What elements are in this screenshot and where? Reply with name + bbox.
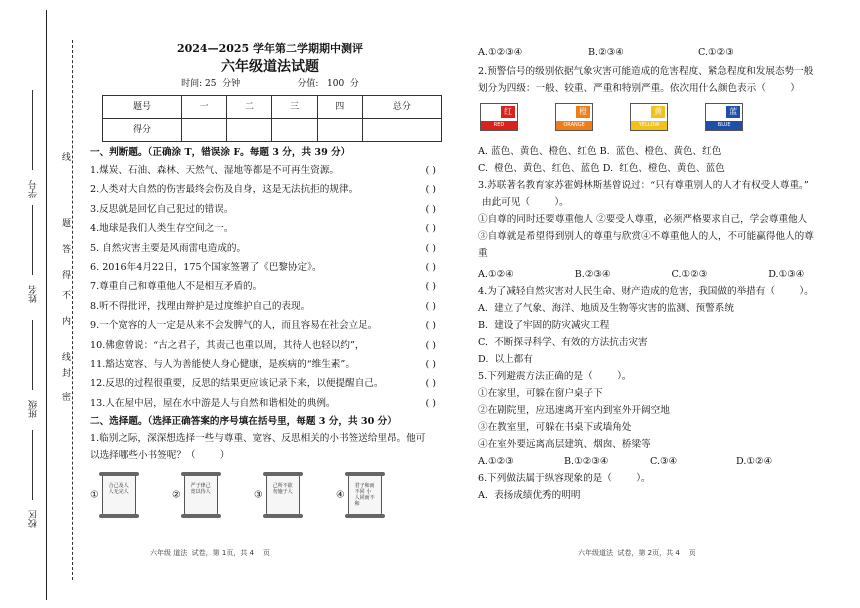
bookmark-scroll-icon: 君子和而不同 小人同而不和 <box>348 474 382 516</box>
judge-item: 9.一个宽容的人一定是从来不会发脾气的人，而且容易在社会立足。 ( ) <box>90 316 450 335</box>
exam-meta: 时间: 25 分钟 分值: 100 分 <box>181 79 359 89</box>
score-header-cell: 一 <box>182 96 227 119</box>
q3-line: ③自尊就是希望得到别人的尊重与欣赏④不尊重他人的人，不可能赢得他人的尊 <box>478 231 814 242</box>
score-cell[interactable] <box>227 119 272 142</box>
q3-line: 重 <box>478 248 488 259</box>
bookmark-number: ③ <box>254 489 263 501</box>
q4-line[interactable]: D. 以上都有 <box>478 354 533 365</box>
answer-paren[interactable]: ( ) <box>425 165 436 176</box>
bookmark-1 <box>90 474 172 516</box>
class-label: 班级 <box>29 400 39 418</box>
option[interactable]: C.①②③ <box>698 47 734 58</box>
option[interactable]: A.①②④ <box>478 269 514 280</box>
q1-line-2: 以选择哪些小书签呢？（ ） <box>90 450 230 462</box>
answer-paren[interactable]: ( ) <box>425 339 436 351</box>
q3-line: ①自尊的同时还要尊重他人 ②要受人尊重，必须严格要求自己，学会尊重他人 <box>478 214 808 225</box>
page-2 <box>478 44 838 504</box>
judge-list <box>90 161 450 413</box>
answer-paren[interactable]: ( ) <box>425 262 436 274</box>
yellow-warning-icon: 黄 YELLOW <box>630 103 668 131</box>
campus-field[interactable] <box>32 430 33 500</box>
score-header-cell: 三 <box>272 96 317 119</box>
score-header-cell: 题号 <box>103 96 182 119</box>
blue-warning-icon: 蓝 BLUE <box>705 103 743 131</box>
score-header-cell: 二 <box>227 96 272 119</box>
orange-warning-icon: 橙 ORANGE <box>555 103 593 131</box>
class-field[interactable] <box>32 320 33 390</box>
judge-item: 7.尊重自己和尊重他人不是相互矛盾的。 ( ) <box>90 277 450 296</box>
judge-item: 4.地球是我们人类生存空间之一。 ( ) <box>90 219 450 238</box>
answer-paren[interactable]: ( ) <box>425 378 436 390</box>
answer-paren[interactable]: ( ) <box>425 359 436 371</box>
page-2-footer: 六年级道法 试卷，第 2页，共 4 页 <box>578 549 696 557</box>
answer-paren[interactable]: ( ) <box>425 320 436 332</box>
exam-subtitle: 六年级道法试题 <box>221 59 319 75</box>
q1-options <box>478 44 838 61</box>
judge-item: 8.听不得批评，找理由辩护是过度维护自己的表现。 ( ) <box>90 297 450 316</box>
answer-paren[interactable]: ( ) <box>425 184 436 196</box>
judge-item: 3.反思就是回忆自己犯过的错误。 ( ) <box>90 200 450 219</box>
score-cell[interactable] <box>272 119 317 142</box>
option[interactable]: B.②③④ <box>574 269 611 280</box>
q5-options <box>478 453 838 470</box>
score-header-cell: 总分 <box>362 96 441 119</box>
q4-line: 4.为了减轻自然灾害对人民生命、财产造成的危害，我国做的举措有（ ）。 <box>478 286 814 297</box>
judge-item: 6. 2016年4月22日，175个国家签署了《巴黎协定》。 ( ) <box>90 258 450 277</box>
q4-line[interactable]: C. 不断探寻科学、有效的方法抗击灾害 <box>478 337 648 348</box>
campus-label: 校区 <box>29 510 39 528</box>
q5-line: ②在剧院里，应迅速离开室内到室外开阔空地 <box>478 405 670 416</box>
q3-line: 3.苏联著名教育家苏霍姆林斯基曾说过：“只有尊重别人的人才有权受人尊重。” <box>478 180 809 191</box>
judge-item: 13.人在屋中居，屋在水中游是人与自然和谐相处的典例。 ( ) <box>90 394 450 413</box>
student-id-field[interactable] <box>32 90 33 170</box>
page-1-footer: 六年级 道法 试卷，第 1页，共 4 页 <box>150 549 270 557</box>
bookmark-2 <box>172 474 254 516</box>
answer-paren[interactable]: ( ) <box>425 300 436 312</box>
judge-item: 11.豁达宽容、与人为善能使人身心健康，是疾病的“维生素”。 ( ) <box>90 355 450 374</box>
q6-line: 6.下列做法属于纵容现象的是（ ）。 <box>478 473 651 484</box>
answer-paren[interactable]: ( ) <box>425 223 436 235</box>
score-cell[interactable] <box>362 119 441 142</box>
option[interactable]: D.①②④ <box>736 456 773 467</box>
judge-item: 10.佛愈曾说：“古之君子，其责己也重以周，其待人也轻以约”， ( ) <box>90 336 450 355</box>
name-field[interactable] <box>32 205 33 275</box>
student-id-label: 学号 <box>29 180 39 198</box>
answer-paren[interactable]: ( ) <box>425 397 436 409</box>
option[interactable]: D.①③④ <box>768 269 805 280</box>
q5-line: 5.下列避震方法正确的是（ ）。 <box>478 371 632 382</box>
q5-line: ①在家里，可躲在窗户桌子下 <box>478 388 603 399</box>
bookmark-4 <box>336 474 418 516</box>
score-cell[interactable] <box>182 119 227 142</box>
option[interactable]: B.②③④ <box>588 47 624 58</box>
judge-item: 2.人类对大自然的伤害最终会伤及自身，这是无法抗拒的规律。 ( ) <box>90 180 450 199</box>
option[interactable]: B.①②③④ <box>564 456 609 467</box>
answer-paren[interactable]: ( ) <box>425 281 436 293</box>
score-row-label: 得分 <box>103 119 182 142</box>
bookmark-number: ① <box>90 489 99 501</box>
judge-item: 12.反思的过程很重要，反思的结果更应该记录下来，以便提醒自己。 ( ) <box>90 374 450 393</box>
score-header-cell: 四 <box>317 96 362 119</box>
q2-line: 2.预警信号的级别依据气象灾害可能造成的危害程度、紧急程度和发展态势一般 <box>478 66 814 77</box>
score-table <box>102 95 442 142</box>
option[interactable]: C.①②③ <box>671 269 708 280</box>
answer-paren[interactable]: ( ) <box>425 242 436 254</box>
page-1 <box>90 40 450 516</box>
bookmark-scroll-icon: 己所不欲 勿施于人 <box>266 474 300 516</box>
exam-title: 2024—2025 学年第二学期期中测评 <box>176 42 364 55</box>
binding-dashed-line <box>72 40 73 580</box>
q4-line[interactable]: A. 建立了气象、海洋、地质及生物等灾害的监测、预警系统 <box>478 303 734 314</box>
bookmark-row <box>90 474 450 516</box>
option[interactable]: A.①②③ <box>478 456 514 467</box>
warning-flags <box>480 103 838 137</box>
bookmark-scroll-icon: 严于律己 宽以待人 <box>184 474 218 516</box>
q5-line: ④在室外要远离高层建筑、烟囱、桥梁等 <box>478 439 651 450</box>
q4-line[interactable]: B. 建设了牢固的防灾减灾工程 <box>478 320 610 331</box>
option[interactable]: A.①②③④ <box>478 47 523 58</box>
red-warning-icon: 红 RED <box>480 103 518 131</box>
section-2-heading: 二、选择题。（选择正确答案的序号填在括号里，每题 3 分，共 30 分） <box>90 416 397 428</box>
q3-options <box>478 266 838 283</box>
bookmark-3 <box>254 474 336 516</box>
section-1-heading: 一、判断题。（正确涂 T，错误涂 F。每题 3 分，共 39 分） <box>90 147 351 158</box>
score-cell[interactable] <box>317 119 362 142</box>
q5-line: ③在教室里，可躲在书桌下或墙角处 <box>478 422 632 433</box>
q2-option-line[interactable]: C. 橙色、黄色、红色、蓝色 D. 红色、橙色、黄色、蓝色 <box>478 163 725 174</box>
judge-item: 1.煤炭、石油、森林、天然气、湿地等都是不可再生资源。 ( ) <box>90 161 450 180</box>
q1-line-1: 1.临别之际，深深想选择一些与尊重、宽容、反思相关的小书签送给里昂。他可 <box>90 433 426 445</box>
q2-line: 划分为四级：一般、较重、严重和特别严重。依次用什么颜色表示（ ） <box>478 83 800 94</box>
answer-paren[interactable]: ( ) <box>425 203 436 215</box>
bookmark-number: ④ <box>336 489 345 501</box>
name-label: 姓名 <box>29 285 39 303</box>
q3-line: 由此可见（ ）。 <box>482 197 569 208</box>
q2-option-line[interactable]: A. 蓝色、黄色、橙色、红色 B. 蓝色、橙色、黄色、红色 <box>478 146 722 157</box>
option[interactable]: C.③④ <box>650 456 678 467</box>
binding-line <box>46 10 47 600</box>
judge-item: 5. 自然灾害主要是风雨雷电造成的。 ( ) <box>90 239 450 258</box>
q6-line[interactable]: A. 表扬成绩优秀的明明 <box>478 490 581 501</box>
bookmark-scroll-icon: 合己及人 人无完人 <box>102 474 136 516</box>
bookmark-number: ② <box>172 489 181 501</box>
